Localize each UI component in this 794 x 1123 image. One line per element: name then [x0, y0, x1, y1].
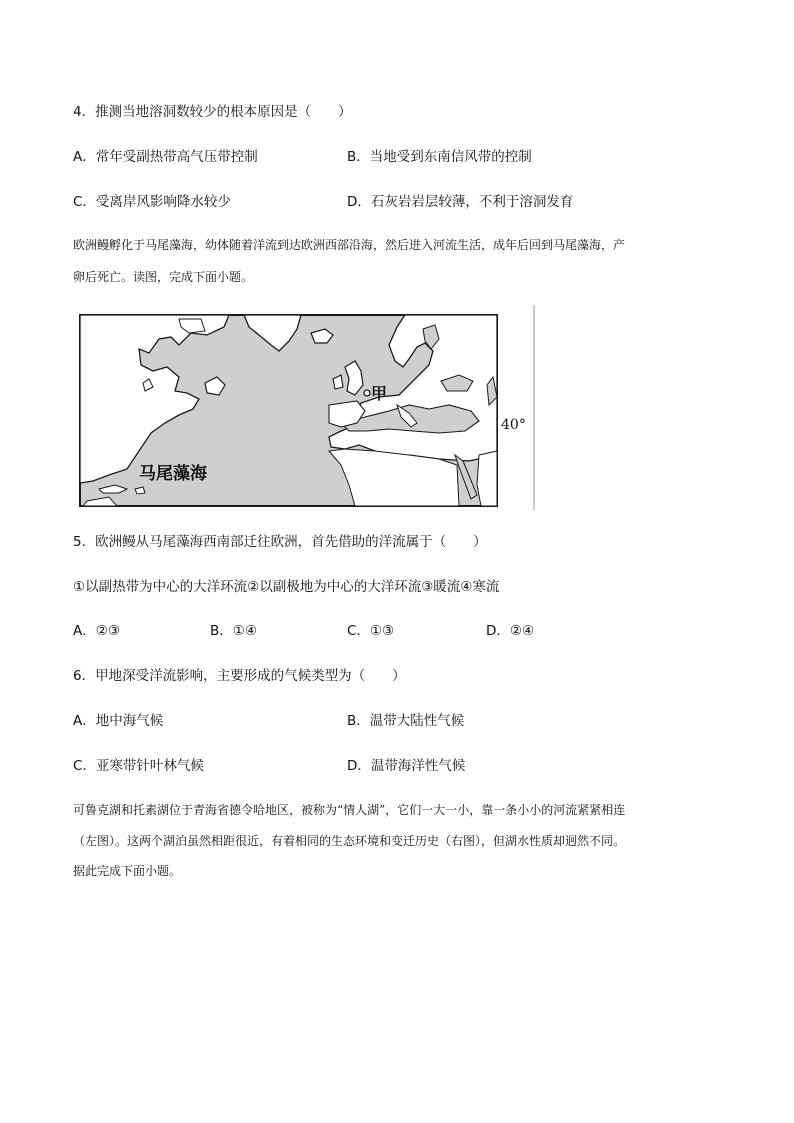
q4-option-d: D．石灰岩岩层较薄，不利于溶洞发育	[347, 194, 574, 210]
q4-stem: 4．推测当地溶洞数较少的根本原因是（ ）	[73, 104, 352, 120]
passage2-line2: （左图）。这两个湖泊虽然相距很近，有着相同的生态环境和变迁历史（右图），但湖水性质却迥然不同。	[73, 834, 626, 848]
passage1-line1: 欧洲鳗孵化于马尾藻海，幼体随着洋流到达欧洲西部沿海，然后进入河流生活，成年后回到马尾藻海，产	[73, 238, 626, 252]
passage1-line2: 卵后死亡。读图，完成下面小题。	[73, 270, 254, 284]
q4-option-b: B．当地受到东南信风带的控制	[347, 149, 532, 165]
q4-option-c: C．受离岸风影响降水较少	[73, 194, 231, 210]
q6-option-d: D．温带海洋性气候	[347, 758, 466, 774]
q5-option-c: C．①③	[347, 623, 395, 639]
q5-items: ①以副热带为中心的大洋环流②以副极地为中心的大洋环流③暖流④寒流	[73, 579, 500, 595]
q5-option-d: D．②④	[486, 623, 535, 639]
passage2-line1: 可鲁克湖和托素湖位于青海省德令哈地区，被称为“情人湖”，它们一大一小，靠一条小小的河流紧紧相连	[73, 803, 626, 817]
q5-stem: 5．欧洲鳗从马尾藻海西南部迁往欧洲，首先借助的洋流属于（ ）	[73, 534, 487, 550]
arabia-land	[477, 451, 497, 506]
q4-option-a: A．常年受副热带高气压带控制	[73, 149, 258, 165]
q6-option-b: B．温带大陆性气候	[347, 713, 465, 729]
point-jia-marker	[364, 390, 370, 396]
q5-option-b: B．①④	[210, 623, 257, 639]
map-svg	[79, 305, 539, 510]
point-jia-label: 甲	[371, 384, 388, 403]
q6-option-a: A．地中海气候	[73, 713, 164, 729]
passage2-line3: 据此完成下面小题。	[73, 864, 182, 878]
latitude-label: 40°	[501, 417, 526, 433]
atlantic-map	[79, 305, 539, 510]
q6-option-c: C．亚寒带针叶林气候	[73, 758, 204, 774]
q6-stem: 6．甲地深受洋流影响，主要形成的气候类型为（ ）	[73, 668, 406, 684]
sargasso-sea-label: 马尾藻海	[139, 464, 207, 484]
q5-option-a: A．②③	[73, 623, 120, 639]
